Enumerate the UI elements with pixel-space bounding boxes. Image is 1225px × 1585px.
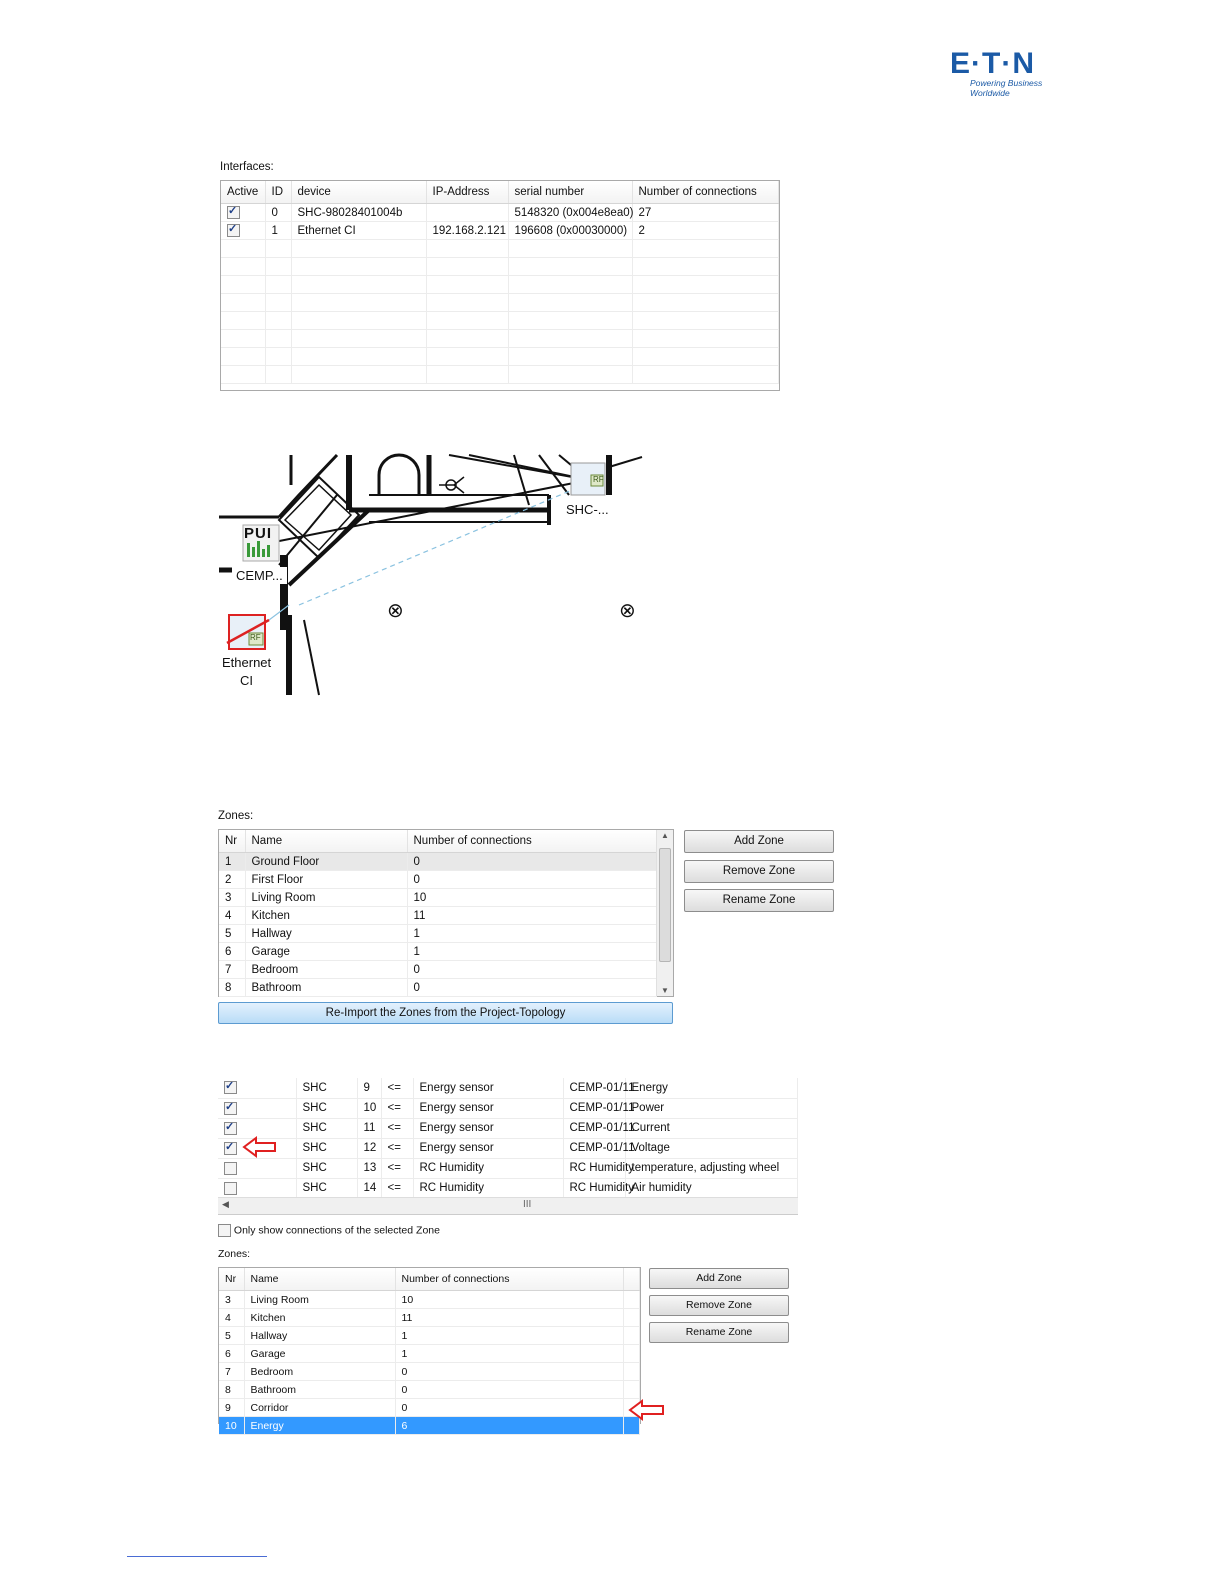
- zone-name-cell: Energy: [244, 1417, 395, 1435]
- table-row[interactable]: [219, 1363, 640, 1381]
- connection-channel-cell: temperature, adjusting wheel: [625, 1158, 798, 1178]
- id-cell: 1: [265, 222, 291, 240]
- device-cell: Ethernet CI: [291, 222, 426, 240]
- empty-row: [221, 240, 779, 258]
- zone-connections-cell: 1: [395, 1327, 623, 1345]
- add-zone-button-2[interactable]: Add Zone: [649, 1268, 789, 1289]
- empty-cell: [426, 348, 508, 366]
- logo-wordmark: E·T·N: [950, 47, 1035, 80]
- zone-connections-cell: 10: [407, 889, 657, 907]
- filler-cell: [623, 1327, 640, 1345]
- zone-nr-cell: 1: [219, 853, 245, 871]
- zone-connections-cell: 6: [395, 1417, 623, 1435]
- empty-cell: [508, 276, 632, 294]
- column-header[interactable]: Nr: [219, 830, 245, 853]
- table-row[interactable]: [219, 1345, 640, 1363]
- connection-type-cell: Energy sensor: [413, 1098, 563, 1118]
- zone-nr-cell: 7: [219, 961, 245, 979]
- empty-cell: [508, 312, 632, 330]
- empty-cell: [291, 240, 426, 258]
- column-header[interactable]: serial number: [508, 181, 632, 204]
- footer-link-underline: [127, 1556, 267, 1557]
- zones-grid-2[interactable]: [218, 1267, 641, 1432]
- connection-check-cell[interactable]: [218, 1178, 296, 1198]
- empty-cell: [265, 312, 291, 330]
- connections-cell: 2: [632, 222, 779, 240]
- table-row[interactable]: [219, 943, 657, 961]
- empty-cell: [426, 330, 508, 348]
- empty-cell: [508, 240, 632, 258]
- connection-row[interactable]: [218, 1158, 798, 1178]
- scroll-up-icon[interactable]: ▲: [661, 831, 669, 840]
- connection-num-cell: 11: [357, 1118, 381, 1138]
- zone-nr-cell: 10: [219, 1417, 244, 1435]
- pui-text: PUI: [244, 525, 273, 542]
- zone-connections-cell: 0: [407, 871, 657, 889]
- connection-channel-cell: Energy: [625, 1078, 798, 1098]
- connection-device-cell: CEMP-01/11: [563, 1138, 625, 1158]
- zone-nr-cell: 5: [219, 925, 245, 943]
- only-selected-zone-checkbox[interactable]: [218, 1224, 231, 1237]
- empty-cell: [221, 294, 265, 312]
- connection-iface-cell: SHC: [296, 1138, 357, 1158]
- table-row[interactable]: [221, 204, 779, 222]
- connection-type-cell: RC Humidity: [413, 1158, 563, 1178]
- table-row[interactable]: [219, 979, 657, 997]
- empty-cell: [221, 258, 265, 276]
- connections-hscrollbar[interactable]: [218, 1197, 798, 1215]
- table-row[interactable]: [219, 1327, 640, 1345]
- zones-scrollbar[interactable]: [656, 830, 673, 996]
- column-header[interactable]: Name: [245, 830, 407, 853]
- connection-device-cell: CEMP-01/11: [563, 1098, 625, 1118]
- rename-zone-button-2[interactable]: Rename Zone: [649, 1322, 789, 1343]
- interfaces-table: [221, 181, 779, 384]
- zone-connections-cell: 0: [395, 1381, 623, 1399]
- zone-name-cell: Bedroom: [245, 961, 407, 979]
- interfaces-grid[interactable]: [220, 180, 780, 391]
- empty-cell: [508, 366, 632, 384]
- reimport-zones-button[interactable]: Re-Import the Zones from the Project-Topology: [218, 1002, 673, 1024]
- ip-cell: [426, 204, 508, 222]
- device-cell: SHC-98028401004b: [291, 204, 426, 222]
- empty-cell: [265, 258, 291, 276]
- connection-checkbox[interactable]: [224, 1142, 237, 1155]
- empty-cell: [426, 294, 508, 312]
- connection-dir-cell: <=: [381, 1178, 413, 1198]
- zone-name-cell: Hallway: [245, 925, 407, 943]
- empty-cell: [508, 294, 632, 312]
- empty-cell: [426, 312, 508, 330]
- empty-cell: [221, 240, 265, 258]
- shc-rf-badge: RF: [593, 475, 604, 484]
- connection-channel-cell: Air humidity: [625, 1178, 798, 1198]
- column-header[interactable]: Nr: [219, 1268, 244, 1291]
- connection-type-cell: Energy sensor: [413, 1078, 563, 1098]
- connection-row[interactable]: [218, 1138, 798, 1158]
- floor-plan[interactable]: [219, 455, 642, 695]
- connection-checkbox[interactable]: [224, 1162, 237, 1175]
- column-header[interactable]: ID: [265, 181, 291, 204]
- zone-name-cell: Garage: [244, 1345, 395, 1363]
- add-zone-button[interactable]: Add Zone: [684, 830, 834, 853]
- zone-nr-cell: 8: [219, 1381, 244, 1399]
- connection-checkbox[interactable]: [224, 1122, 237, 1135]
- active-cell[interactable]: [221, 222, 265, 240]
- empty-cell: [221, 312, 265, 330]
- connection-check-cell[interactable]: [218, 1158, 296, 1178]
- empty-row: [221, 276, 779, 294]
- connection-row[interactable]: [218, 1178, 798, 1198]
- empty-cell: [508, 348, 632, 366]
- zone-nr-cell: 4: [219, 1309, 244, 1327]
- connection-iface-cell: SHC: [296, 1158, 357, 1178]
- table-row[interactable]: [219, 925, 657, 943]
- connections-table: [218, 1078, 798, 1199]
- zone-name-cell: First Floor: [245, 871, 407, 889]
- empty-cell: [426, 366, 508, 384]
- column-header[interactable]: device: [291, 181, 426, 204]
- empty-cell: [265, 240, 291, 258]
- empty-row: [221, 330, 779, 348]
- filler-cell: [623, 1381, 640, 1399]
- empty-cell: [265, 330, 291, 348]
- connection-num-cell: 10: [357, 1098, 381, 1118]
- zones-table-2: [219, 1268, 640, 1435]
- table-row[interactable]: [219, 871, 657, 889]
- scroll-left-icon[interactable]: ◀: [222, 1199, 229, 1209]
- serial-cell: 5148320 (0x004e8ea0): [508, 204, 632, 222]
- connection-dir-cell: <=: [381, 1098, 413, 1118]
- zone-connections-cell: 1: [407, 925, 657, 943]
- zone-nr-cell: 4: [219, 907, 245, 925]
- zone-name-cell: Hallway: [244, 1327, 395, 1345]
- connections-cell: 27: [632, 204, 779, 222]
- empty-cell: [221, 330, 265, 348]
- connection-iface-cell: SHC: [296, 1118, 357, 1138]
- empty-cell: [632, 294, 779, 312]
- zones-grid[interactable]: [218, 829, 674, 997]
- zone-name-cell: Bedroom: [244, 1363, 395, 1381]
- zone-name-cell: Kitchen: [244, 1309, 395, 1327]
- empty-cell: [291, 348, 426, 366]
- table-row[interactable]: [219, 1381, 640, 1399]
- empty-cell: [426, 240, 508, 258]
- table-row[interactable]: [219, 889, 657, 907]
- column-header[interactable]: Name: [244, 1268, 395, 1291]
- connection-dir-cell: <=: [381, 1138, 413, 1158]
- remove-zone-button-2[interactable]: Remove Zone: [649, 1295, 789, 1316]
- connection-device-cell: CEMP-01/11: [563, 1118, 625, 1138]
- filler-cell: [623, 1291, 640, 1309]
- zone-connections-cell: 11: [395, 1309, 623, 1327]
- empty-cell: [221, 366, 265, 384]
- empty-cell: [632, 348, 779, 366]
- empty-cell: [632, 276, 779, 294]
- empty-cell: [291, 258, 426, 276]
- zone-connections-cell: 0: [407, 853, 657, 871]
- eth-rf-badge: RF: [250, 633, 261, 642]
- active-checkbox[interactable]: [227, 224, 240, 237]
- connection-check-cell[interactable]: [218, 1118, 296, 1138]
- zone-connections-cell: 0: [407, 961, 657, 979]
- table-row[interactable]: [219, 961, 657, 979]
- zone-nr-cell: 7: [219, 1363, 244, 1381]
- highlight-arrow-icon-2: [628, 1399, 666, 1421]
- filler-cell: [623, 1363, 640, 1381]
- table-row[interactable]: [219, 853, 657, 871]
- empty-row: [221, 312, 779, 330]
- connection-row[interactable]: [218, 1098, 798, 1118]
- connection-type-cell: RC Humidity: [413, 1178, 563, 1198]
- table-row[interactable]: [221, 222, 779, 240]
- connection-device-cell: RC Humidity: [563, 1158, 625, 1178]
- column-header[interactable]: Number of connections: [395, 1268, 623, 1291]
- connection-type-cell: Energy sensor: [413, 1138, 563, 1158]
- connection-device-cell: RC Humidity: [563, 1178, 625, 1198]
- connection-num-cell: 9: [357, 1078, 381, 1098]
- filler-cell: [623, 1309, 640, 1327]
- column-header-filler: [623, 1268, 640, 1291]
- zone-connections-cell: 11: [407, 907, 657, 925]
- zone-connections-cell: 1: [395, 1345, 623, 1363]
- connection-dir-cell: <=: [381, 1078, 413, 1098]
- eth-label-1: Ethernet: [222, 655, 272, 670]
- column-header[interactable]: Number of connections: [407, 830, 657, 853]
- connection-channel-cell: Power: [625, 1098, 798, 1118]
- ceiling-lamp-icon: ⊗: [387, 600, 404, 622]
- table-row[interactable]: [219, 1417, 640, 1435]
- zone-nr-cell: 2: [219, 871, 245, 889]
- empty-cell: [221, 348, 265, 366]
- empty-cell: [221, 276, 265, 294]
- connection-dir-cell: <=: [381, 1158, 413, 1178]
- scroll-thumb[interactable]: [659, 848, 671, 962]
- connection-channel-cell: Voltage: [625, 1138, 798, 1158]
- zone-name-cell: Ground Floor: [245, 853, 407, 871]
- table-row[interactable]: [219, 1291, 640, 1309]
- zone-nr-cell: 6: [219, 943, 245, 961]
- zone-nr-cell: 9: [219, 1399, 244, 1417]
- empty-cell: [508, 330, 632, 348]
- eth-label-2: CI: [240, 673, 253, 688]
- table-row[interactable]: [219, 1399, 640, 1417]
- logo-tagline: Powering Business Worldwide: [970, 78, 1043, 98]
- connection-checkbox[interactable]: [224, 1102, 237, 1115]
- zone-name-cell: Living Room: [244, 1291, 395, 1309]
- empty-row: [221, 348, 779, 366]
- empty-row: [221, 366, 779, 384]
- empty-cell: [632, 258, 779, 276]
- empty-cell: [632, 366, 779, 384]
- table-row[interactable]: [219, 1309, 640, 1327]
- ethernet-ci-icon: [227, 615, 269, 649]
- zone-nr-cell: 6: [219, 1345, 244, 1363]
- connection-channel-cell: Current: [625, 1118, 798, 1138]
- scroll-grip[interactable]: III: [523, 1199, 532, 1210]
- connection-row[interactable]: [218, 1118, 798, 1138]
- empty-cell: [632, 330, 779, 348]
- active-cell[interactable]: [221, 204, 265, 222]
- column-header[interactable]: IP-Address: [426, 181, 508, 204]
- zone-connections-cell: 1: [407, 943, 657, 961]
- connection-checkbox[interactable]: [224, 1081, 237, 1094]
- ip-cell: 192.168.2.121: [426, 222, 508, 240]
- zone-name-cell: Bathroom: [245, 979, 407, 997]
- zones-label-2: Zones:: [218, 1248, 251, 1260]
- connection-dir-cell: <=: [381, 1118, 413, 1138]
- zones-label: Zones:: [218, 810, 254, 822]
- empty-cell: [265, 276, 291, 294]
- zones-table: [219, 830, 657, 997]
- connections-grid[interactable]: [218, 1078, 798, 1196]
- empty-cell: [265, 294, 291, 312]
- scroll-down-icon[interactable]: ▼: [661, 986, 669, 995]
- eaton-logo: [950, 47, 1080, 98]
- zone-name-cell: Bathroom: [244, 1381, 395, 1399]
- connection-iface-cell: SHC: [296, 1098, 357, 1118]
- zone-nr-cell: 3: [219, 1291, 244, 1309]
- connection-type-cell: Energy sensor: [413, 1118, 563, 1138]
- zone-nr-cell: 5: [219, 1327, 244, 1345]
- cemp-label: CEMP...: [232, 567, 287, 584]
- serial-cell: 196608 (0x00030000): [508, 222, 632, 240]
- zone-connections-cell: 0: [395, 1363, 623, 1381]
- empty-cell: [632, 240, 779, 258]
- zone-connections-cell: 0: [395, 1399, 623, 1417]
- empty-cell: [291, 294, 426, 312]
- empty-cell: [291, 330, 426, 348]
- empty-cell: [291, 312, 426, 330]
- connection-num-cell: 14: [357, 1178, 381, 1198]
- empty-cell: [426, 258, 508, 276]
- zone-connections-cell: 10: [395, 1291, 623, 1309]
- zone-name-cell: Living Room: [245, 889, 407, 907]
- empty-cell: [265, 348, 291, 366]
- empty-cell: [291, 366, 426, 384]
- zone-name-cell: Corridor: [244, 1399, 395, 1417]
- connection-device-cell: CEMP-01/11: [563, 1078, 625, 1098]
- active-checkbox[interactable]: [227, 206, 240, 219]
- column-header[interactable]: Active: [221, 181, 265, 204]
- only-selected-zone-option[interactable]: [218, 1224, 440, 1237]
- ceiling-lamp-icon: ⊗: [619, 600, 636, 622]
- zone-nr-cell: 8: [219, 979, 245, 997]
- id-cell: 0: [265, 204, 291, 222]
- connection-checkbox[interactable]: [224, 1182, 237, 1195]
- zone-connections-cell: 0: [407, 979, 657, 997]
- filler-cell: [623, 1345, 640, 1363]
- zone-name-cell: Garage: [245, 943, 407, 961]
- empty-cell: [426, 276, 508, 294]
- interfaces-label: Interfaces:: [220, 161, 274, 173]
- table-row[interactable]: [219, 907, 657, 925]
- highlight-arrow-icon: [242, 1136, 278, 1158]
- empty-cell: [291, 276, 426, 294]
- empty-cell: [265, 366, 291, 384]
- rename-zone-button[interactable]: Rename Zone: [684, 889, 834, 912]
- remove-zone-button[interactable]: Remove Zone: [684, 860, 834, 883]
- column-header[interactable]: Number of connections: [632, 181, 779, 204]
- connection-num-cell: 12: [357, 1138, 381, 1158]
- zone-nr-cell: 3: [219, 889, 245, 907]
- empty-row: [221, 258, 779, 276]
- connection-check-cell[interactable]: [218, 1078, 296, 1098]
- shc-label: SHC-...: [562, 501, 613, 518]
- zone-name-cell: Kitchen: [245, 907, 407, 925]
- connection-check-cell[interactable]: [218, 1098, 296, 1118]
- connection-iface-cell: SHC: [296, 1078, 357, 1098]
- empty-cell: [508, 258, 632, 276]
- empty-row: [221, 294, 779, 312]
- only-selected-zone-label: Only show connections of the selected Zone: [233, 1224, 440, 1237]
- connection-row[interactable]: [218, 1078, 798, 1098]
- empty-cell: [632, 312, 779, 330]
- connection-num-cell: 13: [357, 1158, 381, 1178]
- connection-iface-cell: SHC: [296, 1178, 357, 1198]
